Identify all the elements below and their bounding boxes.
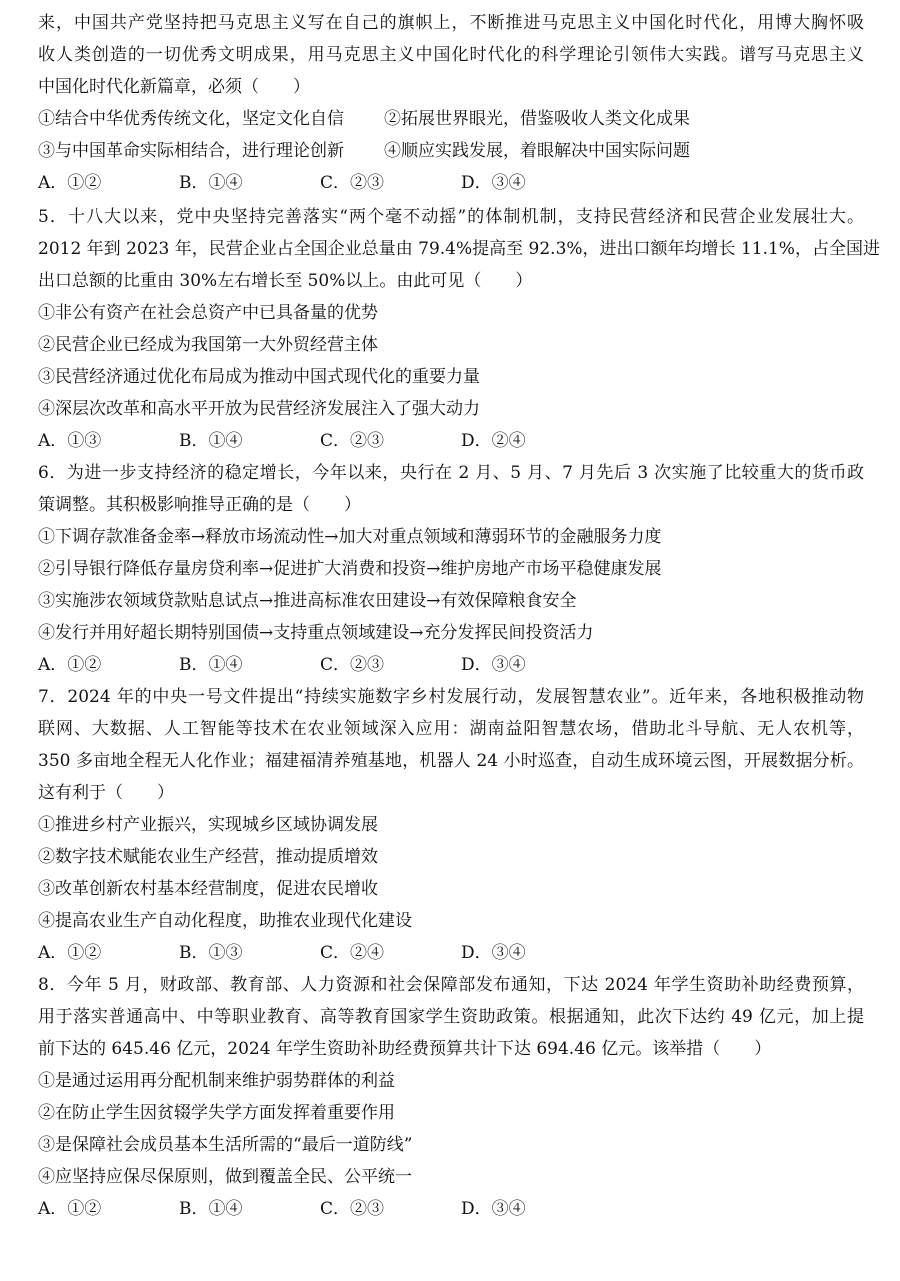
q6-stem-line: 策调整。其积极影响推导正确的是（ ） <box>38 495 361 515</box>
q7-item: ③改革创新农村基本经营制度，促进农民增收 <box>38 879 378 899</box>
q4-option-c: C．②③ <box>320 173 385 193</box>
q4-items-row <box>38 140 864 162</box>
q7-options <box>38 942 864 964</box>
q4-option-a: A．①② <box>38 173 102 193</box>
q8-option-d: D．③④ <box>461 1199 526 1219</box>
q7-item: ④提高农业生产自动化程度，助推农业现代化建设 <box>38 911 412 931</box>
q8-stem-line: 用于落实普通高中、中等职业教育、高等教育国家学生资助政策。根据通知，此次下达约 49 亿元，加上提 <box>38 1007 864 1027</box>
q8-option-a: A．①② <box>38 1199 102 1219</box>
q6-item: ①下调存款准备金率→释放市场流动性→加大对重点领域和薄弱环节的金融服务力度 <box>38 527 662 547</box>
q7-item: ②数字技术赋能农业生产经营，推动提质增效 <box>38 847 378 867</box>
q5-item: ①非公有资产在社会总资产中已具备量的优势 <box>38 303 378 323</box>
q4-stem-line: 来，中国共产党坚持把马克思主义写在自己的旗帜上，不断推进马克思主义中国化时代化，用博大胸怀吸 <box>38 13 864 33</box>
q7-option-d: D．③④ <box>461 943 526 963</box>
q5-stem-line: 出口总额的比重由 30%左右增长至 50%以上。由此可见（ ） <box>38 271 533 291</box>
q8-item: ③是保障社会成员基本生活所需的“最后一道防线” <box>38 1135 413 1155</box>
q5-option-a: A．①③ <box>38 431 102 451</box>
q8-option-b: B．①④ <box>179 1199 243 1219</box>
q5-stem-line: 5．十八大以来，党中央坚持完善落实“两个毫不动摇”的体制机制，支持民营经济和民营企业发展壮大。 <box>38 207 864 227</box>
q6-stem-line: 6．为进一步支持经济的稳定增长，今年以来，央行在 2 月、5 月、7 月先后 3 次实施了比较重大的货币政 <box>38 463 864 483</box>
q7-option-b: B．①③ <box>179 943 243 963</box>
q6-option-c: C．②③ <box>320 655 385 675</box>
q6-option-d: D．③④ <box>461 655 526 675</box>
q4-item: ③与中国革命实际相结合，进行理论创新 <box>38 141 344 161</box>
q5-item: ③民营经济通过优化布局成为推动中国式现代化的重要力量 <box>38 367 480 387</box>
q8-option-c: C．②③ <box>320 1199 385 1219</box>
q6-item: ③实施涉农领域贷款贴息试点→推进高标准农田建设→有效保障粮食安全 <box>38 591 577 611</box>
q8-item: ①是通过运用再分配机制来维护弱势群体的利益 <box>38 1071 395 1091</box>
q7-option-c: C．②④ <box>320 943 385 963</box>
q7-stem-line: 7．2024 年的中央一号文件提出“持续实施数字乡村发展行动，发展智慧农业”。近年来，各地积极推动物 <box>38 687 864 707</box>
q7-stem-line: 350 多亩地全程无人化作业；福建福清养殖基地，机器人 24 小时巡查，自动生成环境云图，开展数据分析。 <box>38 751 864 771</box>
q8-stem-line: 前下达的 645.46 亿元，2024 年学生资助补助经费预算共计下达 694.46 亿元。该举措（ ） <box>38 1039 772 1059</box>
q8-item: ④应坚持应保尽保原则，做到覆盖全民、公平统一 <box>38 1167 412 1187</box>
q5-item: ②民营企业已经成为我国第一大外贸经营主体 <box>38 335 378 355</box>
q8-item: ②在防止学生因贫辍学失学方面发挥着重要作用 <box>38 1103 395 1123</box>
q4-options <box>38 172 864 194</box>
q6-option-a: A．①② <box>38 655 102 675</box>
q4-option-d: D．③④ <box>461 173 526 193</box>
q8-options <box>38 1198 864 1220</box>
q7-item: ①推进乡村产业振兴，实现城乡区域协调发展 <box>38 815 378 835</box>
q5-option-d: D．②④ <box>461 431 526 451</box>
q6-option-b: B．①④ <box>179 655 243 675</box>
q4-item: ①结合中华优秀传统文化，坚定文化自信 <box>38 109 344 129</box>
q4-items-row <box>38 108 864 130</box>
q6-options <box>38 654 864 676</box>
q5-stem-line: 2012 年到 2023 年，民营企业占全国企业总量由 79.4%提高至 92.3%，进出口额年均增长 11.1%，占全国进 <box>38 239 880 259</box>
q4-item: ④顺应实践发展，着眼解决中国实际问题 <box>384 141 690 161</box>
q7-stem-line: 这有利于（ ） <box>38 783 174 803</box>
q7-stem-line: 联网、大数据、人工智能等技术在农业领域深入应用：湖南益阳智慧农场，借助北斗导航、无人农机等， <box>38 719 864 739</box>
q4-stem-line: 中国化时代化新篇章，必须（ ） <box>38 77 310 97</box>
q7-option-a: A．①② <box>38 943 102 963</box>
q5-option-c: C．②③ <box>320 431 385 451</box>
q4-stem-line: 收人类创造的一切优秀文明成果，用马克思主义中国化时代化的科学理论引领伟大实践。谱写马克思主义 <box>38 45 864 65</box>
q4-item: ②拓展世界眼光，借鉴吸收人类文化成果 <box>384 109 690 129</box>
q5-item: ④深层次改革和高水平开放为民营经济发展注入了强大动力 <box>38 399 480 419</box>
q6-item: ②引导银行降低存量房贷利率→促进扩大消费和投资→维护房地产市场平稳健康发展 <box>38 559 662 579</box>
q8-stem-line: 8．今年 5 月，财政部、教育部、人力资源和社会保障部发布通知，下达 2024 年学生资助补助经费预算， <box>38 975 864 995</box>
q5-option-b: B．①④ <box>179 431 243 451</box>
q5-options <box>38 430 864 452</box>
q4-option-b: B．①④ <box>179 173 243 193</box>
q6-item: ④发行并用好超长期特别国债→支持重点领域建设→充分发挥民间投资活力 <box>38 623 594 643</box>
